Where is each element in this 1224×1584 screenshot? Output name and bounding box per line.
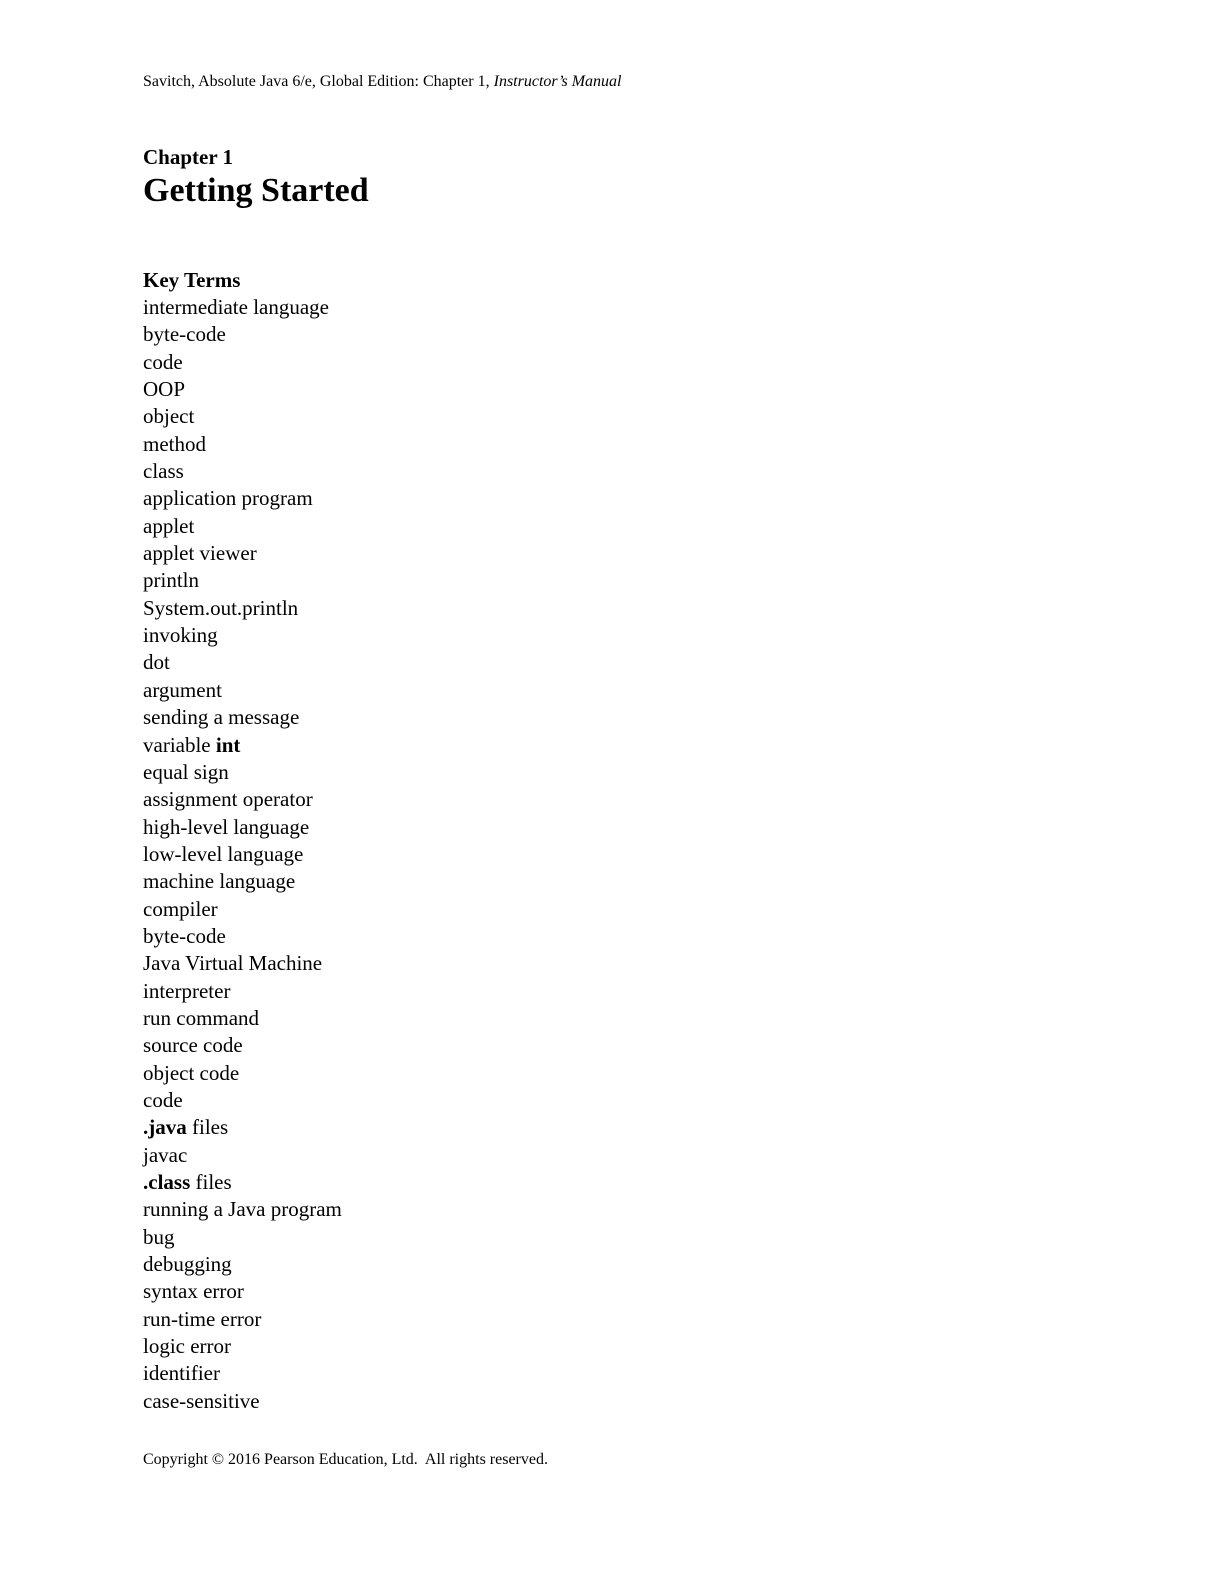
chapter-title: Getting Started: [143, 172, 369, 209]
key-term-item: [143, 595, 342, 622]
key-term-text: javac: [143, 1142, 188, 1167]
key-term-item: [143, 431, 342, 458]
key-term-text: OOP: [143, 377, 186, 402]
running-header-italic: Instructor’s Manual: [493, 73, 622, 90]
chapter-label: Chapter 1: [143, 145, 234, 169]
key-term-text: logic error: [143, 1334, 232, 1359]
key-terms-heading: Key Terms: [143, 268, 241, 292]
key-term-item: [143, 1087, 342, 1114]
key-term-text: machine language: [143, 869, 296, 894]
key-term-item: [143, 1306, 342, 1333]
key-term-text: byte-code: [143, 923, 226, 948]
key-term-item: [143, 1114, 342, 1141]
key-term-item: [143, 540, 342, 567]
key-term-item: [143, 1196, 342, 1223]
key-term-item: [143, 1224, 342, 1251]
key-term-item: [143, 786, 342, 813]
key-term-item: [143, 814, 342, 841]
key-term-item: [143, 649, 342, 676]
key-term-text: high-level language: [143, 814, 310, 839]
key-term-text: application program: [143, 486, 313, 511]
key-term-item: [143, 376, 342, 403]
running-header-text: Savitch, Absolute Java 6/e, Global Edition: Chapter 1,: [143, 73, 494, 90]
key-term-item: [143, 1388, 342, 1415]
key-term-item: [143, 868, 342, 895]
key-terms-list: [143, 294, 342, 1415]
key-term-text: source code: [143, 1033, 243, 1058]
key-term-text: syntax error: [143, 1279, 244, 1304]
key-term-text: code: [143, 1087, 183, 1112]
key-term-item: [143, 759, 342, 786]
key-term-item: [143, 677, 342, 704]
key-term-item: [143, 403, 342, 430]
key-term-text: byte-code: [143, 322, 226, 347]
key-term-text: dot: [143, 650, 170, 675]
key-term-item: [143, 923, 342, 950]
key-term-text: bug: [143, 1224, 175, 1249]
key-term-text: class: [143, 459, 184, 484]
key-term-text: Java Virtual Machine: [143, 951, 323, 976]
key-term-item: [143, 1032, 342, 1059]
key-term-text: method: [143, 431, 206, 456]
key-term-item: [143, 732, 342, 759]
key-term-text: println: [143, 568, 199, 593]
key-term-text: equal sign: [143, 759, 229, 784]
key-term-text: sending a message: [143, 705, 300, 730]
key-term-text: identifier: [143, 1361, 220, 1386]
key-term-item: [143, 978, 342, 1005]
key-term-text: System.out.println: [143, 595, 299, 620]
key-term-item: [143, 513, 342, 540]
key-term-item: [143, 458, 342, 485]
key-term-text: files: [190, 1170, 232, 1194]
key-term-text: running a Java program: [143, 1197, 342, 1222]
key-term-item: [143, 950, 342, 977]
key-term-item: [143, 321, 342, 348]
key-term-text: applet: [143, 513, 195, 538]
key-term-item: [143, 704, 342, 731]
key-term-text: interpreter: [143, 978, 231, 1003]
key-term-item: [143, 349, 342, 376]
key-term-item: [143, 1142, 342, 1169]
key-term-item: [143, 1060, 342, 1087]
key-term-text: object code: [143, 1060, 240, 1085]
key-term-text: low-level language: [143, 841, 304, 866]
running-header: [143, 72, 621, 92]
key-term-item: [143, 1360, 342, 1387]
key-term-item: [143, 1169, 342, 1196]
key-term-text: run-time error: [143, 1306, 262, 1331]
key-term-text: files: [186, 1115, 229, 1140]
key-term-text: invoking: [143, 623, 218, 648]
key-term-text: debugging: [143, 1252, 232, 1277]
key-term-text: intermediate language: [143, 295, 329, 319]
key-term-text: case-sensitive: [143, 1388, 260, 1413]
key-term-item: [143, 841, 342, 868]
key-term-item: [143, 1333, 342, 1360]
key-term-item: [143, 1005, 342, 1032]
key-term-item: [143, 485, 342, 512]
key-term-text: code: [143, 349, 183, 374]
key-term-bold-text: .java: [143, 1115, 187, 1140]
key-term-item: [143, 1278, 342, 1305]
key-term-text: object: [143, 404, 195, 429]
key-term-text: run command: [143, 1005, 260, 1030]
key-term-text: assignment operator: [143, 787, 313, 812]
key-term-text: compiler: [143, 896, 218, 921]
key-term-item: [143, 294, 342, 321]
key-term-text: applet viewer: [143, 541, 257, 566]
copyright-footer: Copyright © 2016 Pearson Education, Ltd. All rights reserved.: [143, 1451, 548, 1468]
key-term-text: variable: [143, 732, 216, 757]
key-term-item: [143, 622, 342, 649]
key-term-item: [143, 1251, 342, 1278]
key-term-bold-text: .class: [143, 1170, 191, 1194]
key-term-item: [143, 896, 342, 923]
key-term-item: [143, 567, 342, 594]
key-term-text: argument: [143, 677, 222, 702]
key-term-bold-text: int: [215, 732, 241, 757]
